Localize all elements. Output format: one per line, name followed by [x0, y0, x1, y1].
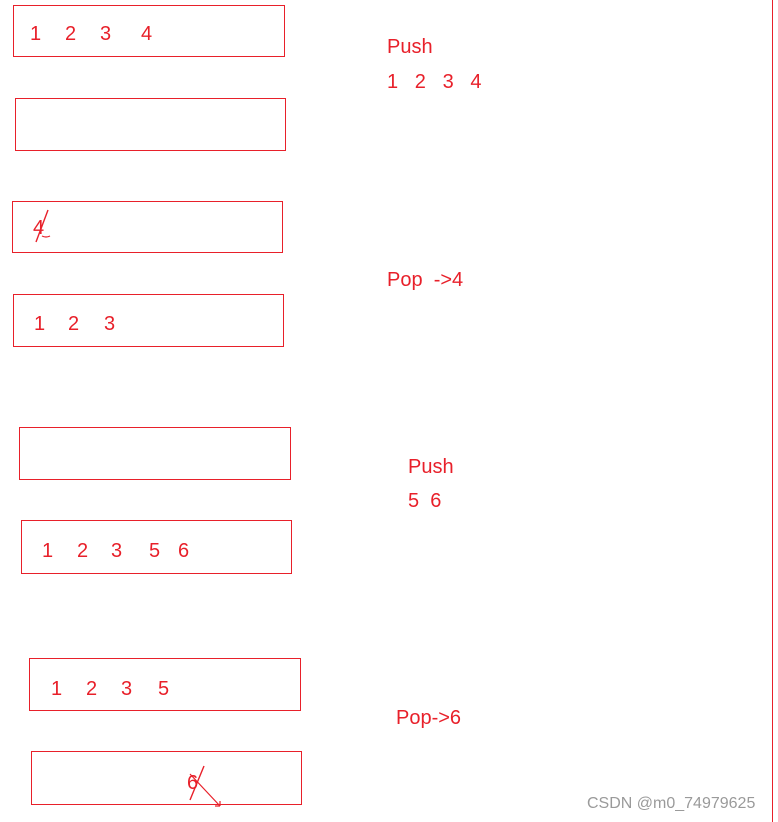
- strike-mark: [28, 208, 58, 244]
- queue-element: 2: [77, 540, 89, 562]
- right-edge-line: [772, 0, 773, 822]
- step1-operation-values: 1 2 3 4: [387, 71, 482, 93]
- watermark-text: CSDN @m0_74979625: [587, 795, 756, 812]
- queue-element: 2: [68, 313, 80, 335]
- queue-element: 3: [100, 23, 112, 45]
- step3-operation-label: Push: [408, 456, 454, 478]
- queue-element: 1: [51, 678, 63, 700]
- step2-operation-label: Pop ->4: [387, 269, 464, 291]
- queue-element: 3: [104, 313, 116, 335]
- queue-box-step3-top: [19, 427, 291, 480]
- queue-element: 5: [158, 678, 170, 700]
- queue-element: 2: [86, 678, 98, 700]
- queue-element: 1: [30, 23, 42, 45]
- queue-element: 6: [178, 540, 190, 562]
- queue-element: 5: [149, 540, 161, 562]
- queue-box-step2-bottom: [13, 294, 284, 347]
- step1-operation-label: Push: [387, 36, 433, 58]
- queue-element: 1: [34, 313, 46, 335]
- queue-element: 4: [141, 23, 153, 45]
- strike-stroke: [190, 766, 204, 800]
- queue-element: 3: [121, 678, 133, 700]
- strike-mark: [182, 764, 226, 810]
- popped-element: 6: [187, 772, 199, 794]
- step4-operation-label: Pop->6: [396, 707, 462, 729]
- queue-element: 2: [65, 23, 77, 45]
- popped-element: 4: [33, 217, 45, 239]
- queue-element: 1: [42, 540, 54, 562]
- queue-box-step4-bottom: [31, 751, 302, 805]
- step3-operation-values: 5 6: [408, 490, 442, 512]
- strike-tail: [42, 236, 50, 237]
- queue-element: 3: [111, 540, 123, 562]
- queue-box-step1-bottom: [15, 98, 286, 151]
